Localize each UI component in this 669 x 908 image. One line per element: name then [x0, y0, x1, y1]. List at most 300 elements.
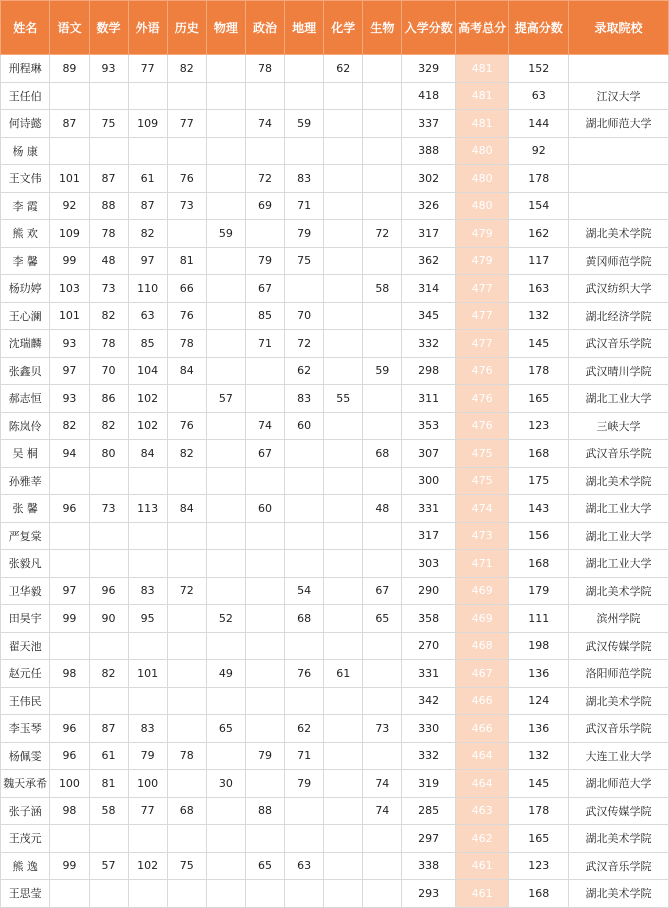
cell-name: 杨 康 [1, 137, 50, 165]
cell-biology [363, 137, 402, 165]
cell-chemistry [324, 165, 363, 193]
cell-chemistry [324, 495, 363, 523]
cell-gaokao-total: 480 [455, 137, 509, 165]
cell-entry-score: 303 [402, 550, 456, 578]
cell-history: 76 [167, 302, 206, 330]
cell-improvement: 175 [509, 467, 569, 495]
table-row [1, 357, 669, 385]
cell-history [167, 137, 206, 165]
cell-chinese: 96 [50, 742, 89, 770]
cell-politics [245, 660, 284, 688]
cell-biology: 67 [363, 577, 402, 605]
cell-biology [363, 412, 402, 440]
cell-entry-score: 290 [402, 577, 456, 605]
cell-math: 82 [89, 302, 128, 330]
cell-name: 刑程琳 [1, 55, 50, 83]
cell-chemistry [324, 467, 363, 495]
table-row [1, 550, 669, 578]
cell-chinese: 97 [50, 577, 89, 605]
cell-math: 48 [89, 247, 128, 275]
cell-chemistry: 55 [324, 385, 363, 413]
cell-name: 王文伟 [1, 165, 50, 193]
table-row [1, 385, 669, 413]
cell-gaokao-total: 469 [455, 605, 509, 633]
cell-chemistry [324, 192, 363, 220]
cell-improvement: 165 [509, 825, 569, 853]
cell-geography: 59 [285, 110, 324, 138]
cell-foreign-language: 102 [128, 385, 167, 413]
cell-geography [285, 550, 324, 578]
cell-admitted-college: 武汉晴川学院 [569, 357, 669, 385]
cell-chemistry [324, 357, 363, 385]
cell-geography [285, 137, 324, 165]
cell-gaokao-total: 479 [455, 220, 509, 248]
cell-physics [206, 522, 245, 550]
cell-math: 70 [89, 357, 128, 385]
cell-foreign-language: 61 [128, 165, 167, 193]
cell-biology [363, 632, 402, 660]
cell-history: 66 [167, 275, 206, 303]
cell-name: 魏天承希 [1, 770, 50, 798]
cell-chemistry [324, 302, 363, 330]
cell-admitted-college: 湖北经济学院 [569, 302, 669, 330]
cell-geography: 71 [285, 742, 324, 770]
cell-politics: 71 [245, 330, 284, 358]
header-entry-score: 入学分数 [402, 1, 456, 55]
cell-physics: 49 [206, 660, 245, 688]
cell-chinese [50, 82, 89, 110]
cell-math: 73 [89, 275, 128, 303]
cell-name: 王伟民 [1, 687, 50, 715]
cell-physics [206, 110, 245, 138]
cell-politics: 69 [245, 192, 284, 220]
cell-chemistry [324, 440, 363, 468]
table-row [1, 577, 669, 605]
cell-entry-score: 285 [402, 797, 456, 825]
cell-chemistry [324, 605, 363, 633]
cell-politics [245, 577, 284, 605]
cell-improvement: 179 [509, 577, 569, 605]
cell-geography [285, 797, 324, 825]
cell-math: 78 [89, 220, 128, 248]
cell-foreign-language [128, 825, 167, 853]
cell-gaokao-total: 480 [455, 165, 509, 193]
table-row [1, 440, 669, 468]
cell-admitted-college: 武汉音乐学院 [569, 852, 669, 880]
cell-entry-score: 337 [402, 110, 456, 138]
cell-geography [285, 632, 324, 660]
cell-admitted-college: 武汉音乐学院 [569, 330, 669, 358]
cell-gaokao-total: 480 [455, 192, 509, 220]
cell-gaokao-total: 476 [455, 385, 509, 413]
cell-geography [285, 522, 324, 550]
cell-biology [363, 82, 402, 110]
cell-physics [206, 880, 245, 908]
cell-gaokao-total: 466 [455, 715, 509, 743]
cell-history [167, 825, 206, 853]
cell-history [167, 660, 206, 688]
table-row [1, 165, 669, 193]
cell-foreign-language [128, 550, 167, 578]
header-chinese: 语文 [50, 1, 89, 55]
cell-admitted-college: 武汉传媒学院 [569, 797, 669, 825]
cell-chinese [50, 467, 89, 495]
cell-biology [363, 825, 402, 853]
cell-admitted-college [569, 137, 669, 165]
cell-gaokao-total: 477 [455, 330, 509, 358]
cell-entry-score: 298 [402, 357, 456, 385]
cell-math: 78 [89, 330, 128, 358]
cell-chemistry [324, 825, 363, 853]
cell-history: 84 [167, 357, 206, 385]
cell-history: 72 [167, 577, 206, 605]
cell-history [167, 880, 206, 908]
cell-foreign-language: 83 [128, 577, 167, 605]
cell-physics: 59 [206, 220, 245, 248]
cell-admitted-college: 武汉纺织大学 [569, 275, 669, 303]
cell-gaokao-total: 477 [455, 302, 509, 330]
cell-history: 82 [167, 440, 206, 468]
cell-politics: 67 [245, 440, 284, 468]
cell-math: 82 [89, 660, 128, 688]
cell-chinese: 99 [50, 852, 89, 880]
cell-improvement: 163 [509, 275, 569, 303]
cell-geography: 63 [285, 852, 324, 880]
cell-chinese: 109 [50, 220, 89, 248]
cell-admitted-college: 湖北美术学院 [569, 577, 669, 605]
cell-gaokao-total: 466 [455, 687, 509, 715]
cell-foreign-language: 100 [128, 770, 167, 798]
header-biology: 生物 [363, 1, 402, 55]
cell-geography: 54 [285, 577, 324, 605]
cell-gaokao-total: 464 [455, 742, 509, 770]
cell-name: 翟天池 [1, 632, 50, 660]
cell-politics [245, 550, 284, 578]
cell-name: 杨玏婷 [1, 275, 50, 303]
cell-gaokao-total: 477 [455, 275, 509, 303]
cell-entry-score: 270 [402, 632, 456, 660]
cell-math: 93 [89, 55, 128, 83]
cell-entry-score: 319 [402, 770, 456, 798]
cell-chemistry [324, 852, 363, 880]
cell-admitted-college: 湖北师范大学 [569, 770, 669, 798]
cell-admitted-college: 武汉音乐学院 [569, 715, 669, 743]
cell-geography: 83 [285, 165, 324, 193]
cell-entry-score: 326 [402, 192, 456, 220]
cell-physics [206, 577, 245, 605]
cell-geography [285, 82, 324, 110]
cell-math [89, 137, 128, 165]
table-row [1, 770, 669, 798]
cell-physics [206, 137, 245, 165]
table-row [1, 192, 669, 220]
cell-chemistry [324, 715, 363, 743]
cell-biology [363, 330, 402, 358]
cell-chemistry [324, 137, 363, 165]
cell-biology: 73 [363, 715, 402, 743]
cell-admitted-college: 武汉音乐学院 [569, 440, 669, 468]
cell-math [89, 82, 128, 110]
cell-name: 熊 逸 [1, 852, 50, 880]
cell-biology [363, 110, 402, 138]
cell-history [167, 522, 206, 550]
cell-foreign-language: 85 [128, 330, 167, 358]
table-row [1, 275, 669, 303]
cell-geography: 70 [285, 302, 324, 330]
header-chemistry: 化学 [324, 1, 363, 55]
cell-name: 张鑫贝 [1, 357, 50, 385]
cell-math: 73 [89, 495, 128, 523]
cell-foreign-language: 102 [128, 852, 167, 880]
cell-name: 何诗懿 [1, 110, 50, 138]
cell-foreign-language: 84 [128, 440, 167, 468]
table-row [1, 715, 669, 743]
cell-chinese: 99 [50, 605, 89, 633]
table-row [1, 495, 669, 523]
cell-history: 78 [167, 330, 206, 358]
cell-chemistry [324, 577, 363, 605]
table-row [1, 522, 669, 550]
cell-physics: 65 [206, 715, 245, 743]
cell-foreign-language: 109 [128, 110, 167, 138]
cell-chinese: 82 [50, 412, 89, 440]
cell-politics: 65 [245, 852, 284, 880]
cell-physics [206, 192, 245, 220]
cell-politics: 88 [245, 797, 284, 825]
cell-foreign-language: 113 [128, 495, 167, 523]
cell-biology [363, 192, 402, 220]
cell-politics: 85 [245, 302, 284, 330]
cell-entry-score: 418 [402, 82, 456, 110]
cell-improvement: 92 [509, 137, 569, 165]
header-gaokao-total: 高考总分 [455, 1, 509, 55]
cell-biology: 48 [363, 495, 402, 523]
cell-admitted-college: 湖北工业大学 [569, 550, 669, 578]
cell-foreign-language: 97 [128, 247, 167, 275]
cell-name: 张子涵 [1, 797, 50, 825]
cell-history: 73 [167, 192, 206, 220]
cell-gaokao-total: 474 [455, 495, 509, 523]
cell-politics [245, 687, 284, 715]
cell-physics: 30 [206, 770, 245, 798]
cell-name: 王任伯 [1, 82, 50, 110]
cell-math: 75 [89, 110, 128, 138]
cell-physics [206, 247, 245, 275]
cell-entry-score: 331 [402, 660, 456, 688]
cell-geography [285, 440, 324, 468]
cell-physics [206, 440, 245, 468]
cell-physics [206, 55, 245, 83]
cell-name: 王心澜 [1, 302, 50, 330]
cell-math: 61 [89, 742, 128, 770]
cell-entry-score: 388 [402, 137, 456, 165]
cell-gaokao-total: 476 [455, 357, 509, 385]
cell-admitted-college: 滨州学院 [569, 605, 669, 633]
header-foreign-language: 外语 [128, 1, 167, 55]
cell-history [167, 385, 206, 413]
cell-foreign-language [128, 82, 167, 110]
table-row [1, 687, 669, 715]
cell-biology [363, 55, 402, 83]
cell-improvement: 123 [509, 852, 569, 880]
cell-geography: 79 [285, 220, 324, 248]
cell-improvement: 63 [509, 82, 569, 110]
cell-physics [206, 357, 245, 385]
cell-chinese [50, 137, 89, 165]
cell-entry-score: 358 [402, 605, 456, 633]
cell-foreign-language: 110 [128, 275, 167, 303]
cell-math [89, 522, 128, 550]
header-geography: 地理 [285, 1, 324, 55]
cell-math: 82 [89, 412, 128, 440]
cell-admitted-college: 湖北美术学院 [569, 220, 669, 248]
cell-foreign-language: 63 [128, 302, 167, 330]
cell-entry-score: 300 [402, 467, 456, 495]
cell-entry-score: 302 [402, 165, 456, 193]
cell-politics [245, 137, 284, 165]
cell-entry-score: 362 [402, 247, 456, 275]
cell-history [167, 770, 206, 798]
cell-improvement: 143 [509, 495, 569, 523]
cell-improvement: 111 [509, 605, 569, 633]
cell-politics [245, 467, 284, 495]
cell-math: 57 [89, 852, 128, 880]
cell-improvement: 168 [509, 550, 569, 578]
cell-name: 王茂元 [1, 825, 50, 853]
cell-history [167, 82, 206, 110]
cell-gaokao-total: 481 [455, 55, 509, 83]
cell-history: 68 [167, 797, 206, 825]
cell-chinese: 99 [50, 247, 89, 275]
cell-name: 郝志恒 [1, 385, 50, 413]
cell-chinese [50, 880, 89, 908]
cell-history: 81 [167, 247, 206, 275]
cell-physics [206, 165, 245, 193]
cell-gaokao-total: 467 [455, 660, 509, 688]
cell-chemistry [324, 275, 363, 303]
cell-geography [285, 495, 324, 523]
cell-entry-score: 342 [402, 687, 456, 715]
table-row [1, 825, 669, 853]
cell-chemistry [324, 797, 363, 825]
cell-biology: 74 [363, 770, 402, 798]
cell-geography: 75 [285, 247, 324, 275]
cell-name: 卫华毅 [1, 577, 50, 605]
cell-geography: 83 [285, 385, 324, 413]
cell-gaokao-total: 468 [455, 632, 509, 660]
cell-gaokao-total: 461 [455, 880, 509, 908]
cell-foreign-language: 79 [128, 742, 167, 770]
cell-physics [206, 687, 245, 715]
cell-name: 孙雅莘 [1, 467, 50, 495]
cell-politics: 72 [245, 165, 284, 193]
cell-history: 82 [167, 55, 206, 83]
header-admitted-college: 录取院校 [569, 1, 669, 55]
cell-chemistry [324, 330, 363, 358]
cell-entry-score: 330 [402, 715, 456, 743]
cell-geography: 62 [285, 715, 324, 743]
cell-biology [363, 467, 402, 495]
cell-politics [245, 605, 284, 633]
cell-geography [285, 687, 324, 715]
cell-admitted-college: 湖北工业大学 [569, 495, 669, 523]
table-row [1, 880, 669, 908]
cell-politics [245, 632, 284, 660]
cell-gaokao-total: 464 [455, 770, 509, 798]
table-row [1, 137, 669, 165]
cell-improvement: 132 [509, 742, 569, 770]
cell-admitted-college: 湖北工业大学 [569, 522, 669, 550]
cell-improvement: 168 [509, 440, 569, 468]
table-row [1, 467, 669, 495]
cell-politics [245, 770, 284, 798]
table-row [1, 660, 669, 688]
cell-improvement: 145 [509, 770, 569, 798]
cell-improvement: 178 [509, 357, 569, 385]
header-row [1, 1, 669, 55]
cell-physics [206, 82, 245, 110]
cell-admitted-college: 湖北工业大学 [569, 385, 669, 413]
cell-geography: 68 [285, 605, 324, 633]
cell-entry-score: 293 [402, 880, 456, 908]
cell-improvement: 152 [509, 55, 569, 83]
cell-chemistry: 61 [324, 660, 363, 688]
cell-math: 87 [89, 715, 128, 743]
cell-improvement: 162 [509, 220, 569, 248]
cell-math: 96 [89, 577, 128, 605]
cell-improvement: 178 [509, 165, 569, 193]
cell-name: 沈瑞麟 [1, 330, 50, 358]
cell-admitted-college: 湖北美术学院 [569, 467, 669, 495]
cell-geography: 76 [285, 660, 324, 688]
cell-admitted-college: 三峡大学 [569, 412, 669, 440]
cell-geography [285, 467, 324, 495]
cell-entry-score: 338 [402, 852, 456, 880]
cell-politics [245, 385, 284, 413]
cell-biology [363, 165, 402, 193]
header-history: 历史 [167, 1, 206, 55]
cell-physics [206, 412, 245, 440]
cell-physics [206, 797, 245, 825]
table-row [1, 55, 669, 83]
cell-improvement: 178 [509, 797, 569, 825]
cell-chemistry [324, 82, 363, 110]
cell-foreign-language: 77 [128, 797, 167, 825]
cell-chemistry: 62 [324, 55, 363, 83]
cell-improvement: 168 [509, 880, 569, 908]
cell-improvement: 124 [509, 687, 569, 715]
cell-foreign-language: 87 [128, 192, 167, 220]
cell-politics [245, 357, 284, 385]
cell-foreign-language: 82 [128, 220, 167, 248]
cell-name: 熊 欢 [1, 220, 50, 248]
cell-politics [245, 522, 284, 550]
cell-gaokao-total: 461 [455, 852, 509, 880]
cell-biology: 65 [363, 605, 402, 633]
cell-foreign-language: 95 [128, 605, 167, 633]
cell-improvement: 154 [509, 192, 569, 220]
cell-chinese [50, 550, 89, 578]
cell-gaokao-total: 463 [455, 797, 509, 825]
table-row [1, 110, 669, 138]
cell-history: 76 [167, 412, 206, 440]
cell-improvement: 198 [509, 632, 569, 660]
cell-name: 张毅凡 [1, 550, 50, 578]
cell-math [89, 880, 128, 908]
cell-history: 75 [167, 852, 206, 880]
table-row [1, 82, 669, 110]
cell-biology [363, 852, 402, 880]
